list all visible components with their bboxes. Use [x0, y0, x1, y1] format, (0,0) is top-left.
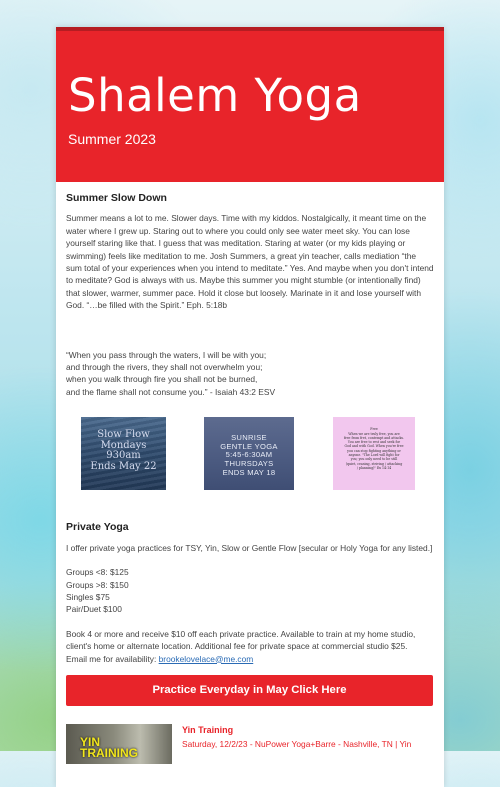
page-title: Shalem Yoga: [68, 69, 362, 122]
private-yoga-section: [66, 521, 434, 665]
image-text: Mondays: [100, 439, 147, 451]
image-text: you can stop fighting anything or: [347, 448, 401, 453]
price-item: Groups >8: $150: [66, 579, 129, 590]
newsletter-card: [56, 27, 444, 787]
thumb-line: YIN: [80, 734, 101, 749]
image-text: GENTLE YOGA: [220, 441, 278, 451]
content-area: [56, 182, 444, 764]
image-text: You are free to rest and seek for: [347, 440, 401, 445]
image-text: (quiet, ceasing, striving / attacking: [345, 461, 403, 466]
price-item: Groups <8: $125: [66, 567, 129, 578]
email-prefix: Email me for availability:: [66, 653, 159, 664]
quote-line: and the flame shall not consume you.” - Isaiah 43:2 ESV: [66, 386, 276, 397]
image-text: ENDS MAY 18: [222, 467, 276, 477]
free-devotional-image[interactable]: [333, 417, 415, 490]
quote-line: and through the rivers, they shall not overwhelm you;: [66, 362, 263, 373]
image-text: THURSDAYS: [224, 459, 274, 469]
scripture-quote: [66, 349, 434, 399]
quote-line: when you walk through fire you shall not be burned,: [66, 374, 258, 385]
sunrise-yoga-image[interactable]: [204, 417, 294, 490]
image-text: 930am: [106, 450, 141, 462]
header-banner: [56, 27, 444, 182]
private-yoga-heading: Private Yoga: [66, 521, 129, 534]
image-text: anyone. "The Lord will fight for: [348, 453, 400, 458]
image-text: Slow Flow: [97, 429, 150, 441]
event-title-link[interactable]: Yin Training: [182, 724, 234, 735]
image-text: When we are truly free, you are: [348, 431, 400, 436]
event-item: [66, 724, 434, 764]
image-text: Ends May 22: [90, 460, 157, 472]
image-text: free from fret, contempt and attacks.: [343, 435, 405, 440]
image-text: SUNRISE: [231, 433, 267, 443]
event-details: Saturday, 12/2/23 - NuPower Yoga+Barre - Nashville, TN | Yin: [182, 738, 412, 749]
page-subtitle: Summer 2023: [68, 131, 156, 147]
intro-body: Summer means a lot to me. Slower days. Time with my kiddos. Nostalgically, it meant time on the water where I grew up. Staring out to where you could only see water meet sky. You can lose yourself staring like that. I guess that was meditation. Staring at water (or my kids playing or swimming) feels like meditation to me. Josh Summers, a great yin teacher, calls mediation “the sum total of your experiences when you intend to meditate.” Yes. And maybe when you don't intend to meditate? God is always with us. Maybe this summer you might stumble (or intentionally find) that slower, warmer, summer pace. Hold it close but loosely. Marinate in it and lose yourself with God. “…be filled with the Spirit.” Eph. 5:18b: [66, 213, 434, 311]
yin-training-thumbnail[interactable]: [66, 724, 172, 764]
email-link[interactable]: brookelovelace@me.com: [158, 653, 254, 664]
private-yoga-intro: I offer private yoga practices for TSY, Yin, Slow or Gentle Flow [secular or Holy Yoga for any listed.]: [66, 542, 433, 553]
price-item: Pair/Duet $100: [66, 604, 122, 615]
email-line: [66, 653, 434, 665]
image-text: God and with God. When you're free: [344, 444, 404, 449]
quote-line: “When you pass through the waters, I will be with you;: [66, 349, 267, 360]
image-text: Free: [370, 427, 378, 432]
private-yoga-details: Book 4 or more and receive $10 off each private practice. Available to train at my home studio, client's home or alternate location. Additional fee for private space at commercial studio $25.: [66, 628, 416, 652]
image-text: you; you only need to be still: [350, 457, 398, 462]
intro-heading: Summer Slow Down: [66, 192, 167, 204]
image-text: / planning)" Ex 14:14: [356, 465, 392, 470]
thumbnail-text: [80, 734, 138, 760]
slow-flow-image[interactable]: [81, 417, 166, 490]
image-text: 5:45-6:30AM: [225, 450, 273, 460]
image-row: [66, 417, 434, 493]
price-item: Singles $75: [66, 591, 110, 602]
practice-everyday-button[interactable]: Practice Everyday in May Click Here: [66, 675, 433, 706]
thumb-line: TRAINING: [80, 745, 138, 760]
